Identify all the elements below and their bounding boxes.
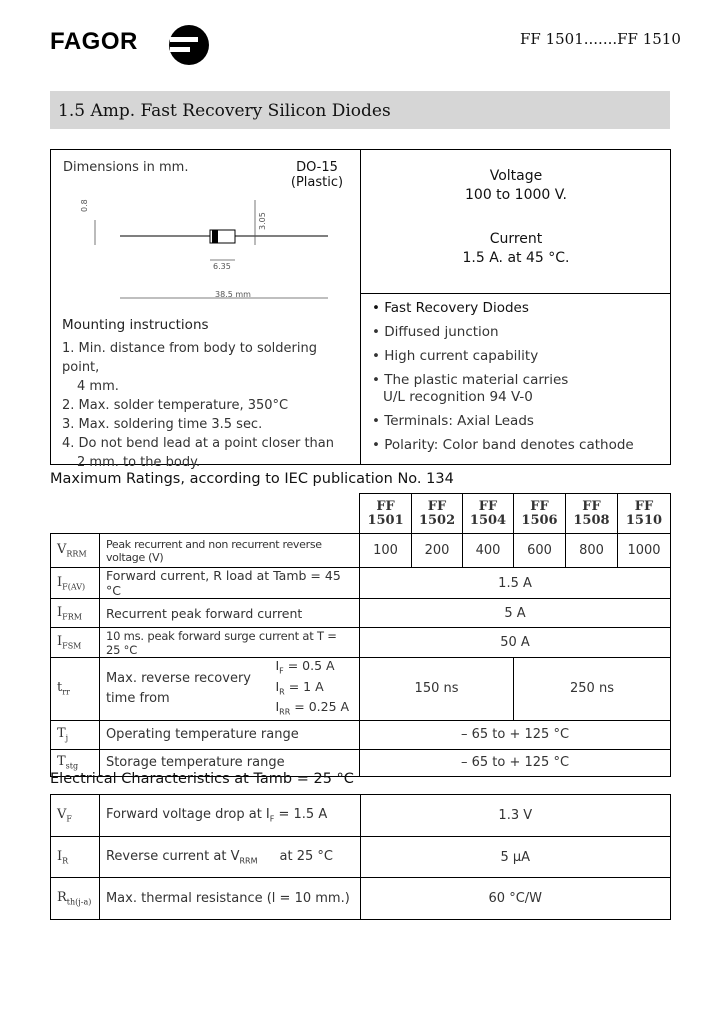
value-cell: 800 bbox=[566, 534, 618, 568]
description-cell: 10 ms. peak forward surge current at T = 25 °C bbox=[99, 628, 359, 658]
package-name: DO-15 bbox=[296, 160, 338, 175]
mounting-item: 1. Min. distance from body to soldering point, bbox=[62, 341, 317, 375]
description-cell: Max. thermal resistance (l = 10 mm.) bbox=[99, 878, 360, 920]
value-cell: 5 µA bbox=[360, 837, 670, 878]
symbol-cell: $V_F$ bbox=[51, 795, 100, 837]
mounting-item: 3. Max. soldering time 3.5 sec. bbox=[62, 417, 263, 432]
column-header: FF 1510 bbox=[617, 494, 670, 534]
description-cell: Reverse current at $V_{RRM}$ at 25 °C bbox=[99, 837, 360, 878]
feature-item: • Terminals: Axial Leads bbox=[372, 413, 534, 429]
value-cell: 1.5 A bbox=[360, 568, 671, 599]
diode-drawing bbox=[60, 180, 350, 310]
dim-body-diameter: 3.05 bbox=[258, 212, 267, 230]
feature-item: • The plastic material carries bbox=[372, 372, 569, 388]
symbol-cell: $t_{rr}$ bbox=[51, 658, 100, 721]
column-header: FF 1502 bbox=[412, 494, 463, 534]
brand-logo-icon bbox=[168, 24, 210, 66]
table-row bbox=[51, 599, 671, 628]
value-cell: 1000 bbox=[617, 534, 670, 568]
value-cell: 150 ns bbox=[360, 658, 514, 721]
description-cell: Forward voltage drop at $I_F = 1.5$ A bbox=[99, 795, 360, 837]
trr-desc-line: Max. reverse recovery bbox=[105, 670, 251, 686]
description-cell: Forward current, R load at Tamb = 45 °C bbox=[99, 568, 359, 599]
column-header: FF 1504 bbox=[463, 494, 514, 534]
value-cell: 400 bbox=[463, 534, 514, 568]
current-value: 1.5 A. at 45 °C. bbox=[462, 250, 570, 266]
dim-total-length: 38.5 mm bbox=[215, 290, 251, 299]
dim-lead-diameter: 0.8 bbox=[80, 199, 89, 212]
table-row bbox=[51, 795, 671, 837]
mounting-item-cont: 4 mm. bbox=[77, 379, 119, 394]
electrical-table bbox=[50, 794, 671, 920]
symbol-cell: $I_{F(AV)}$ bbox=[51, 568, 100, 599]
mounting-item-cont: 2 mm. to the body. bbox=[77, 455, 201, 470]
description-cell: Recurrent peak forward current bbox=[99, 599, 359, 628]
brand-name: FAGOR bbox=[50, 28, 138, 55]
table-row bbox=[51, 720, 671, 749]
package-type: (Plastic) bbox=[290, 175, 344, 190]
symbol-cell: $T_j$ bbox=[51, 720, 100, 749]
feature-item: • Polarity: Color band denotes cathode bbox=[372, 437, 634, 453]
trr-desc-line: time from bbox=[105, 690, 170, 706]
description-cell: Peak recurrent and non recurrent reverse voltage (V) bbox=[99, 534, 359, 568]
divider bbox=[360, 293, 671, 294]
value-cell: 50 A bbox=[360, 628, 671, 658]
symbol-cell: $I_{FRM}$ bbox=[51, 599, 100, 628]
symbol-cell: $I_R$ bbox=[51, 837, 100, 878]
value-cell: 1.3 V bbox=[360, 795, 670, 837]
part-range: FF 1501.......FF 1510 bbox=[520, 30, 681, 48]
table-row bbox=[51, 878, 671, 920]
value-cell: 60 °C/W bbox=[360, 878, 670, 920]
max-ratings-table bbox=[50, 493, 671, 777]
table-row bbox=[51, 534, 671, 568]
dim-body-length: 6.35 bbox=[213, 262, 231, 271]
voltage-label: Voltage bbox=[489, 168, 543, 184]
feature-item: U/L recognition 94 V-0 bbox=[383, 389, 533, 405]
max-ratings-heading: Maximum Ratings, according to IEC publication No. 134 bbox=[50, 471, 454, 487]
value-cell: 100 bbox=[360, 534, 412, 568]
mounting-list bbox=[62, 339, 357, 472]
mounting-heading: Mounting instructions bbox=[62, 317, 209, 333]
table-row bbox=[51, 568, 671, 599]
table-row bbox=[51, 628, 671, 658]
value-cell: 5 A bbox=[360, 599, 671, 628]
dimensions-heading: Dimensions in mm. bbox=[63, 160, 189, 175]
value-cell: 200 bbox=[412, 534, 463, 568]
feature-item: • Fast Recovery Diodes bbox=[372, 300, 529, 316]
table-row bbox=[51, 837, 671, 878]
trr-condition: $I_F = 0.5$ A bbox=[275, 658, 335, 676]
trr-condition: $I_{RR} = 0.25$ A bbox=[275, 699, 350, 717]
symbol-cell: $T_{stg}$ bbox=[51, 749, 100, 776]
page-title: 1.5 Amp. Fast Recovery Silicon Diodes bbox=[58, 101, 391, 121]
feature-item: • High current capability bbox=[372, 348, 539, 364]
value-cell: 600 bbox=[514, 534, 566, 568]
brand-logo bbox=[50, 28, 138, 56]
title-bar bbox=[50, 91, 670, 129]
table-row bbox=[51, 658, 671, 721]
current-label: Current bbox=[489, 231, 543, 247]
description-cell: Storage temperature range bbox=[99, 749, 359, 776]
table-header-row bbox=[51, 494, 671, 534]
value-cell: 250 ns bbox=[514, 658, 671, 721]
symbol-cell: $I_{FSM}$ bbox=[51, 628, 100, 658]
description-cell: Operating temperature range bbox=[99, 720, 359, 749]
voltage-value: 100 to 1000 V. bbox=[465, 187, 567, 203]
description-cell bbox=[99, 658, 359, 721]
column-header: FF 1506 bbox=[514, 494, 566, 534]
value-cell: – 65 to + 125 °C bbox=[360, 720, 671, 749]
value-cell: – 65 to + 125 °C bbox=[360, 749, 671, 776]
feature-item: • Diffused junction bbox=[372, 324, 499, 340]
column-header: FF 1501 bbox=[360, 494, 412, 534]
features-list bbox=[372, 300, 667, 454]
symbol-cell: $R_{th(j-a)}$ bbox=[51, 878, 100, 920]
symbol-cell: $V_{RRM}$ bbox=[51, 534, 100, 568]
electrical-heading: Electrical Characteristics at Tamb = 25 °C bbox=[50, 771, 354, 787]
trr-condition: $I_R = 1$ A bbox=[275, 678, 324, 696]
mounting-item: 2. Max. solder temperature, 350°C bbox=[62, 398, 289, 413]
column-header: FF 1508 bbox=[566, 494, 618, 534]
mounting-item: 4. Do not bend lead at a point closer than bbox=[62, 436, 334, 451]
